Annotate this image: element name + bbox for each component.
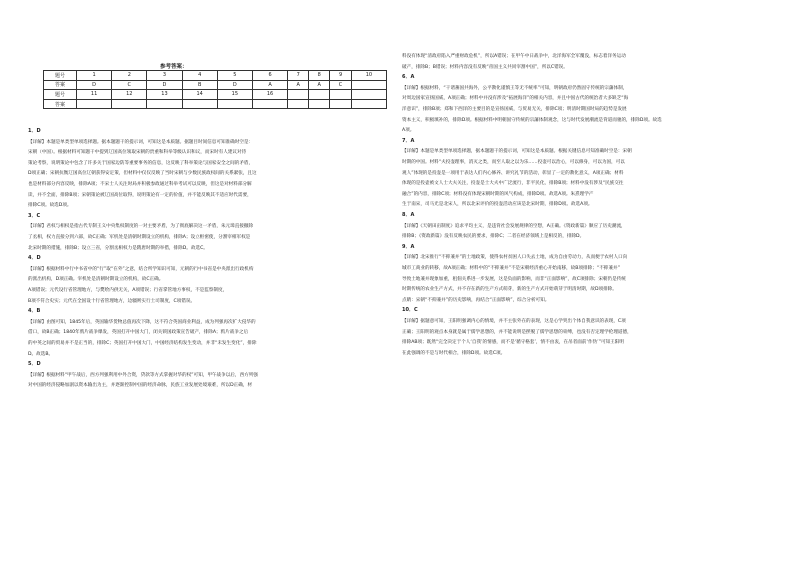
right-text-line: 对周边国家宣扬国威，A项正确；材料中并没有涉及“拓展海洋”的相关内容，并且中国古代的统治者大多缺乏“海 xyxy=(402,96,629,102)
left-text-line: 【详解】本题是单类型单项选择题。据本题题干的提示词，可知这是本质题。据题目时间信息可知准确时空是： xyxy=(28,139,254,145)
answer-table-cell: C xyxy=(112,80,147,90)
right-text-line: 在此强调的不是与时代相合，排除D项。故选C项。 xyxy=(402,350,506,356)
left-text-line: 宋朝（中国）。根据材料可知题干中提到辽国高位领取宋朝的贵重和科举等级认识和议，而宋时有人建议对待 xyxy=(28,150,247,156)
left-text-line: 策论考察，说明策论中包含了许多关于国家边防等重要事务的信息，这反映了科举策论与国家安全之间的矛盾， xyxy=(28,160,254,166)
answer-table-cell xyxy=(112,99,147,109)
answer-table-cell: D xyxy=(217,80,252,90)
right-text-line: 9．A xyxy=(402,243,415,250)
answer-table-cell: 2 xyxy=(112,71,147,81)
left-text-line: 【详解】君权与相权是指古代专制王义中央集权制度的一对主要矛盾，为了彻底解决这一矛盾，朱元璋直接撤除 xyxy=(28,224,254,230)
answer-table-row xyxy=(44,90,387,100)
answer-table-cell xyxy=(351,80,386,90)
right-text-line: 破产，排除B；B错误；材料内容没有反映“帝国主义共同宰割中国”，所以C错误。 xyxy=(402,64,568,70)
answer-table-cell xyxy=(252,99,287,109)
answer-table-cell: D xyxy=(77,80,112,90)
left-text-line: 的中英之间的贸易并不是正当的，排除C；英国打开中国大门，中国经济结构发生变动，并非“未发生变化”，排除 xyxy=(28,341,257,346)
right-text-line: 资本主义，积极填补的，排除D项。根据材料中明朝固守传统的宗藩体制观念，这与时代发展潮流是背道而驰的，排除D项。故选 xyxy=(402,117,662,123)
left-text-line: 4．B xyxy=(28,308,41,315)
left-text-line: A项错误；元代设行省管理地方，与樊哙内供无关，A项错误；行省掌管地方事权，不是监察制度， xyxy=(28,288,228,293)
answer-table-cell xyxy=(309,99,330,109)
answer-table-cell: 5 xyxy=(217,71,252,81)
right-text-line: 体现的是投壶被文人士大夫关注，投壶是士大夫中广泛流行，非平民化，排除B项；材料中没有涉及“民族交往 xyxy=(402,181,624,187)
left-text-line: D项正确；宋朝抗衡辽国高位辽朝获得安定策，但材料中仅仅反映了当时宋朝与少数民族政权间的关系紧张，且这 xyxy=(28,171,257,177)
answer-table-cell xyxy=(288,99,309,109)
answer-table-cell xyxy=(77,99,112,109)
right-text-line: 【详解】根据材料，“干诸蕃国共海外，公平教化谨慎王等无不统率”可知，明朝政府仍然固守传统的宗藩体制， xyxy=(402,85,628,91)
right-text-line: 导致土地兼并现象加重，租佃关系进一步发展，这是负面的影响，而非“正面影响”，故C项排除；宋朝仍是传统 xyxy=(402,276,626,282)
answer-table-row xyxy=(44,99,387,109)
answer-table-cell: B xyxy=(182,80,217,90)
answer-table-cell: 12 xyxy=(112,90,147,100)
answer-table-cell: 1 xyxy=(77,71,112,81)
right-text-line: 【详解】《天朝田亩制度》追求平均主义，是违背社会发展规律的空想，A正确。《资政新篇》顺应了历史潮流， xyxy=(402,223,626,229)
answer-table-cell xyxy=(351,99,386,109)
left-text-line: 5．D xyxy=(28,361,41,368)
right-text-line: A项。 xyxy=(402,128,415,134)
answer-table-row-label: 题号 xyxy=(44,71,77,81)
right-text-line: 排除B；《资政新篇》没有反映农民的要求，排除C；二者在经济领域上是相反的，排除D。 xyxy=(402,234,585,240)
answer-table-cell: 8 xyxy=(309,71,330,81)
answer-table-cell xyxy=(330,99,351,109)
answer-title: 参考答案： xyxy=(160,64,188,70)
answer-table-row xyxy=(44,80,387,90)
right-text-line: 【详解】据题意可知，王阳明强调内心的情境，并不主张外在的表现，这是心学突出个体自我意识的表现，C项 xyxy=(402,319,626,324)
right-text-line: 6．A xyxy=(402,74,415,81)
answer-table-cell: 7 xyxy=(288,71,309,81)
answer-table-cell: 10 xyxy=(351,71,386,81)
right-text-line: 洋意识”，排除B项；郑和下西洋的主要目的是宣扬国威，与贸易无关，排除C项；明清时期国时局的趋势是发展 xyxy=(402,107,627,112)
left-text-line: 借口，故B正确；1840年鸦片战争爆发，英国打开中国大门，闭关锁国政策宣告破产，排除A；鸦片战争之后 xyxy=(28,330,249,336)
answer-table-cell: 11 xyxy=(77,90,112,100)
right-text-line: 10．C xyxy=(402,307,418,314)
answer-table-cell xyxy=(330,90,351,100)
right-text-line: 料没有体现“清政府陷入严重财政危机”，所以A错误；在甲午中日战争中，北洋海军全军覆没，标志着洋务运动 xyxy=(402,54,626,59)
left-text-line: 【详解】由图可知，1845年后，英国输华货物总值再次下降，这不符合英国商业利益，成为列强再次扩大侵华的 xyxy=(28,319,256,325)
right-text-line: 城市工商业的转移，故A项正确；材料中的“不抑兼并”不是宋朝经济重心开始南移，故B项排除；“不抑兼并” xyxy=(402,266,620,271)
left-text-line: 1．D xyxy=(28,128,41,134)
right-text-line: 8．A xyxy=(402,212,415,218)
right-text-line: 7．A xyxy=(402,137,415,144)
answer-table-cell xyxy=(288,90,309,100)
answer-table-cell: A xyxy=(252,80,287,90)
left-text-line: 【详解】根据材料中行中书省中的“行”取“在外”之意，结合所学知识可知，元朝的行中书省是中央派出行政机构 xyxy=(28,266,254,272)
answer-table-cell: 14 xyxy=(182,90,217,100)
answer-table-row-label: 题号 xyxy=(44,90,77,100)
answer-table xyxy=(43,70,387,109)
answer-table-cell: A xyxy=(309,80,330,90)
left-text-line: 的派出机构，D项正确。宰机处是清朝时期设立的机构，故C正确。 xyxy=(28,277,164,283)
left-text-line: 排除C项。故选D项。 xyxy=(28,203,72,209)
right-text-line: 【详解】本题是单类型单项选择题，据本题题干的提示词，可知这是本质题。根据关键信息可知准确时空是：宋朝 xyxy=(402,149,632,155)
answer-table-cell: 16 xyxy=(252,90,287,100)
left-text-line: 3．C xyxy=(28,212,41,219)
answer-table-cell: D xyxy=(147,80,182,90)
answer-table-cell: 4 xyxy=(182,71,217,81)
answer-table-row xyxy=(44,71,387,81)
left-text-line: 北宋时期的措施，排除B；设立三省，分割丞相权力是隋唐时期的举措，排除D。故选C。 xyxy=(28,245,208,251)
answer-table-cell: 3 xyxy=(147,71,182,81)
right-text-line: 观人”体现的是投壶是一项用于表达人们内心修养、讲究礼节的活动，彰显了一定的教化意义，A项正确；材料 xyxy=(402,170,624,176)
answer-table-cell: 6 xyxy=(252,71,287,81)
left-text-line: 【详解】根据材料“甲午战后，西方列强利用中外合资，贷款等方式掌握对华的权”可知，甲午战争以后，西方列强 xyxy=(28,372,258,378)
right-text-line: 点睛：宋朝“不抑兼并”的历史影响，再结合“正面影响”，综合分析可知。 xyxy=(402,297,550,303)
right-text-line: 时期传统的农业生产方式，并不存在新的生产方式萌芽，新的生产方式开始萌芽于明清时期，故D项排除。 xyxy=(402,287,617,293)
answer-table-cell: 9 xyxy=(330,71,351,81)
left-text-line: 对中国的经济侵略加剧以资本输出为主，并逐渐控制中国的经济命脉，民族工业发展处境艰难，所以D正确，材 xyxy=(28,383,253,389)
left-text-line: D。故选B。 xyxy=(28,351,54,357)
answer-table-cell xyxy=(147,99,182,109)
right-text-line: 时期的中国。材料“夫投壶理事，消灭之类，而至人取之以为乐……投壶可以治心，可以修身，可以为国，可以 xyxy=(402,160,625,165)
answer-table-cell xyxy=(182,99,217,109)
answer-table-cell xyxy=(309,90,330,100)
right-text-line: 融合”的内容，排除C项；材料没有体现宋朝时期的风气构成，排除D项。故选A项。朱熹理学产 xyxy=(402,191,594,197)
answer-table-row-label: 答案 xyxy=(44,99,77,109)
answer-table-cell: 13 xyxy=(147,90,182,100)
answer-table-row-label: 答案 xyxy=(44,80,77,90)
left-text-line: 也是材料部分内容反映，排除A项；不宋士人关注时局并积极参政通过科举考试可以反映，但这是对材料部分解 xyxy=(28,182,252,187)
left-text-line: 4．D xyxy=(28,255,41,262)
left-text-line: 读，并不全面，排除B项；宋朝策论被辽国高位取得，说明策论有一定的价值，并不能反映其不适应时代需要， xyxy=(28,192,252,198)
answer-table-cell xyxy=(351,90,386,100)
answer-table-cell xyxy=(217,99,252,109)
answer-table-cell: A xyxy=(288,80,309,90)
right-text-line: 正确；王阳明的观点本身就是属于儒学思想的，并不能说明是摆脱了儒学思想的束缚，也没有否定理学伦理道德， xyxy=(402,329,632,335)
right-text-line: 生于南宋，司马光是北宋人，所以北宋评价的投壶活动应该是北宋时期，排除D项。故选A项。 xyxy=(402,202,593,208)
answer-table-cell: C xyxy=(330,80,351,90)
right-text-line: 【详解】北宋推行“不抑兼并”的土地政策，使得农村贫困人口失去土地，成为自由劳动力，从而便于农村人口向 xyxy=(402,255,628,261)
right-text-line: 排除AB项；既然“完全决定于个人‘自我’的情感，而不是‘循守格套’，情不由衷，在吊者面前‘作伪’”可知王阳明 xyxy=(402,340,624,346)
left-text-line: 了丞相，权力直接分到六部，故C正确；军机处是清朝时期设立的机构，排除A；设立枢密使，分割宰相军权是 xyxy=(28,235,251,240)
answer-table-cell: 15 xyxy=(217,90,252,100)
left-text-line: B项不符合史实；元代在全国设十行省管理地方，边疆则实行土司制度，C项错误。 xyxy=(28,298,196,304)
